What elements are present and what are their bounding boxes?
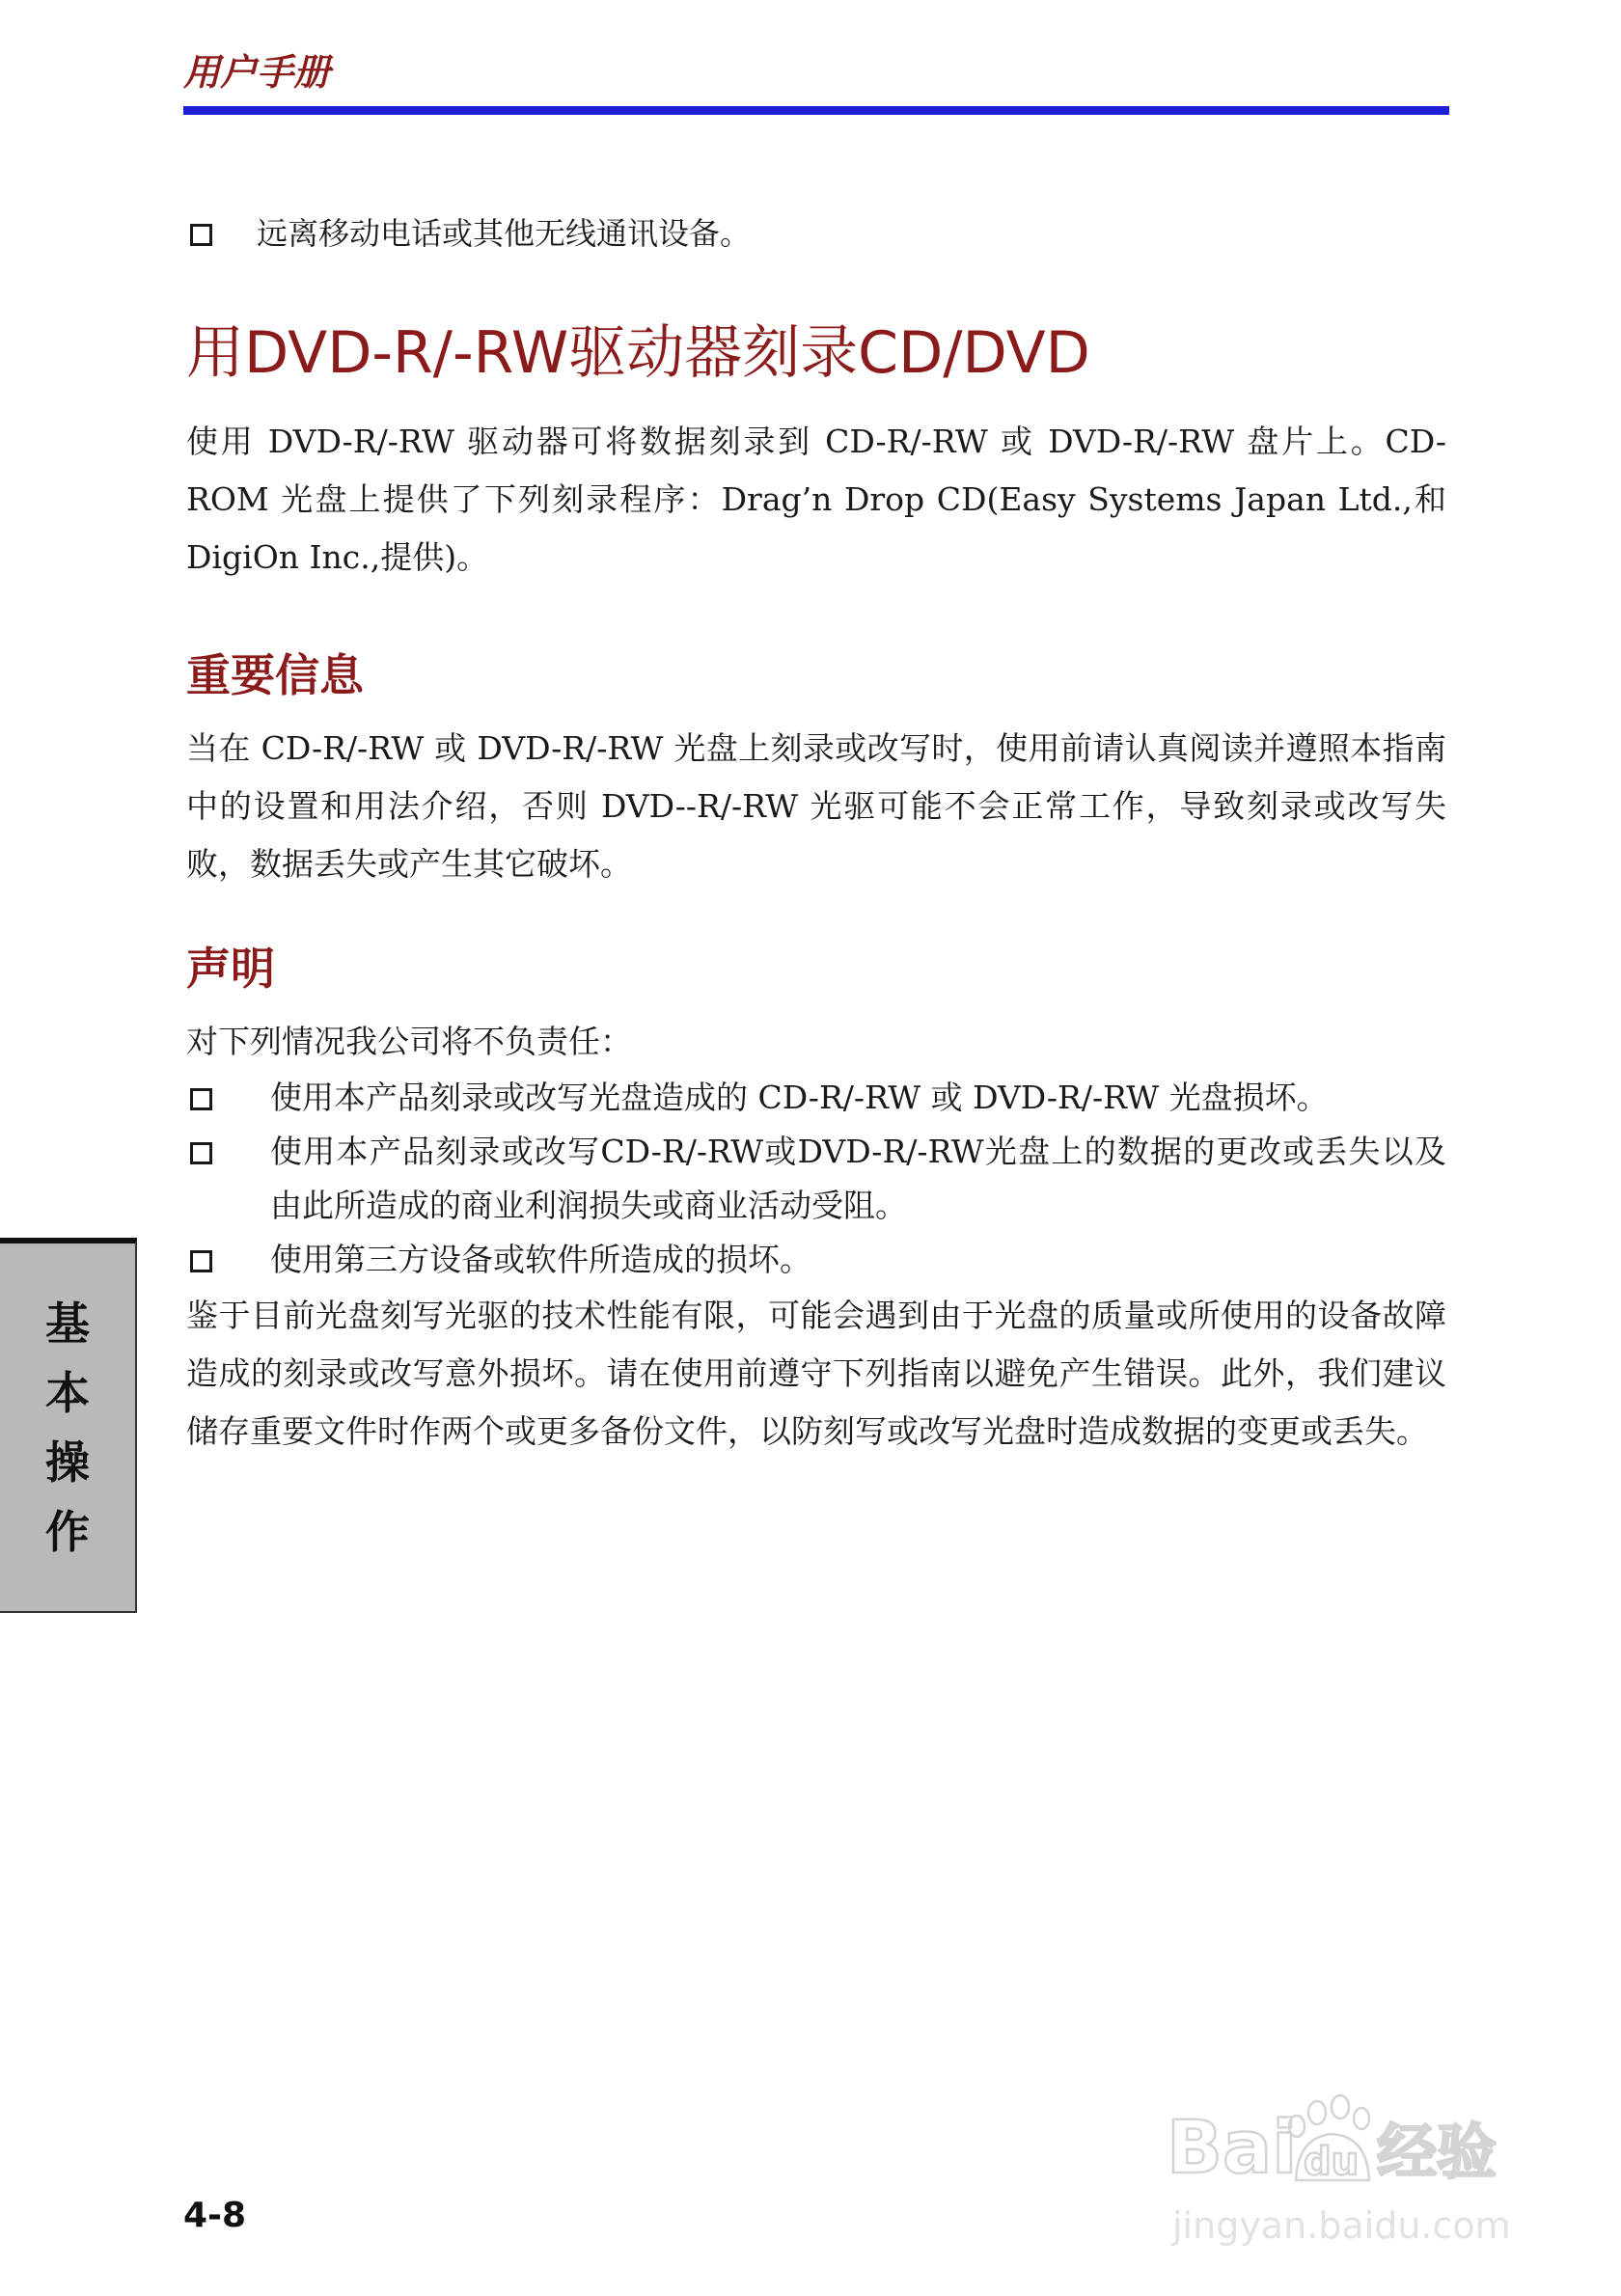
list-item (186, 1233, 1446, 1287)
side-tab-char: 基 (45, 1297, 90, 1350)
baidu-watermark (1163, 2093, 1568, 2257)
section-title-important: 重要信息 (186, 649, 364, 701)
section-title-burn: 用DVD-R/-RW驱动器刻录CD/DVD (186, 319, 1090, 387)
side-tab-char: 本 (45, 1366, 90, 1419)
paw-icon (1289, 2095, 1369, 2184)
section-important (186, 646, 1446, 704)
section-important-paragraph: 当在 CD-R/-RW 或 DVD-R/-RW 光盘上刻录或改写时，使用前请认真阅读并遵照本指南中的设置和用法介绍，否则 DVD--R/-RW 光驱可能不会正常工作，导致刻录或改写失败，数据丢失或产生其它破坏。 (186, 729, 1446, 883)
list-item (186, 1071, 1446, 1125)
statement-closing: 鉴于目前光盘刻写光驱的技术性能有限，可能会遇到由于光盘的质量或所使用的设备故障造成的刻录或改写意外损坏。请在使用前遵守下列指南以避免产生错误。此外，我们建议储存重要文件时作两个或更多备份文件，以防刻写或改写光盘时造成数据的变更或丢失。 (186, 1297, 1446, 1450)
list-item-text: 使用本产品刻录或改写CD-R/-RW或DVD-R/-RW光盘上的数据的更改或丢失以及由此所造成的商业利润损失或商业活动受阻。 (270, 1133, 1446, 1224)
checkbox-bullet-icon (190, 1250, 212, 1272)
page-number: 4-8 (183, 2196, 247, 2235)
section-burn-paragraph: 使用 DVD-R/-RW 驱动器可将数据刻录到 CD-R/-RW 或 DVD-R/-RW 盘片上。CD-ROM 光盘上提供了下列刻录程序：Drag’n Drop CD(Easy Systems Japan Ltd.,和 DigiOn Inc.,提供)。 (186, 423, 1446, 576)
section-statement-body (186, 1013, 1446, 1461)
list-item-text: 使用本产品刻录或改写光盘造成的 CD-R/-RW 或 DVD-R/-RW 光盘损坏。 (270, 1079, 1329, 1116)
section-title-statement: 声明 (186, 943, 275, 995)
watermark-cn: 经验 (1377, 2117, 1497, 2187)
chapter-side-tab (0, 1238, 137, 1613)
section-burn (186, 314, 1446, 392)
side-tab-char: 作 (45, 1505, 90, 1558)
section-important-body (186, 720, 1446, 893)
checkbox-bullet-icon (190, 224, 212, 246)
section-statement (186, 940, 1446, 998)
watermark-paw-text: du (1304, 2140, 1360, 2184)
header-divider (183, 106, 1449, 115)
watermark-main: Bai (1167, 2104, 1298, 2190)
side-tab-char: 操 (45, 1435, 90, 1489)
list-item (186, 1125, 1446, 1233)
top-bullet-text: 远离移动电话或其他无线通讯设备。 (257, 215, 752, 252)
header-title: 用户手册 (183, 51, 331, 94)
checkbox-bullet-icon (190, 1088, 212, 1110)
checkbox-bullet-icon (190, 1142, 212, 1164)
statement-intro: 对下列情况我公司将不负责任： (186, 1023, 632, 1060)
section-burn-body (186, 413, 1446, 587)
watermark-url: jingyan.baidu.com (1172, 2204, 1511, 2247)
list-item-text: 使用第三方设备或软件所造成的损坏。 (270, 1241, 811, 1278)
top-bullet (186, 206, 1446, 260)
